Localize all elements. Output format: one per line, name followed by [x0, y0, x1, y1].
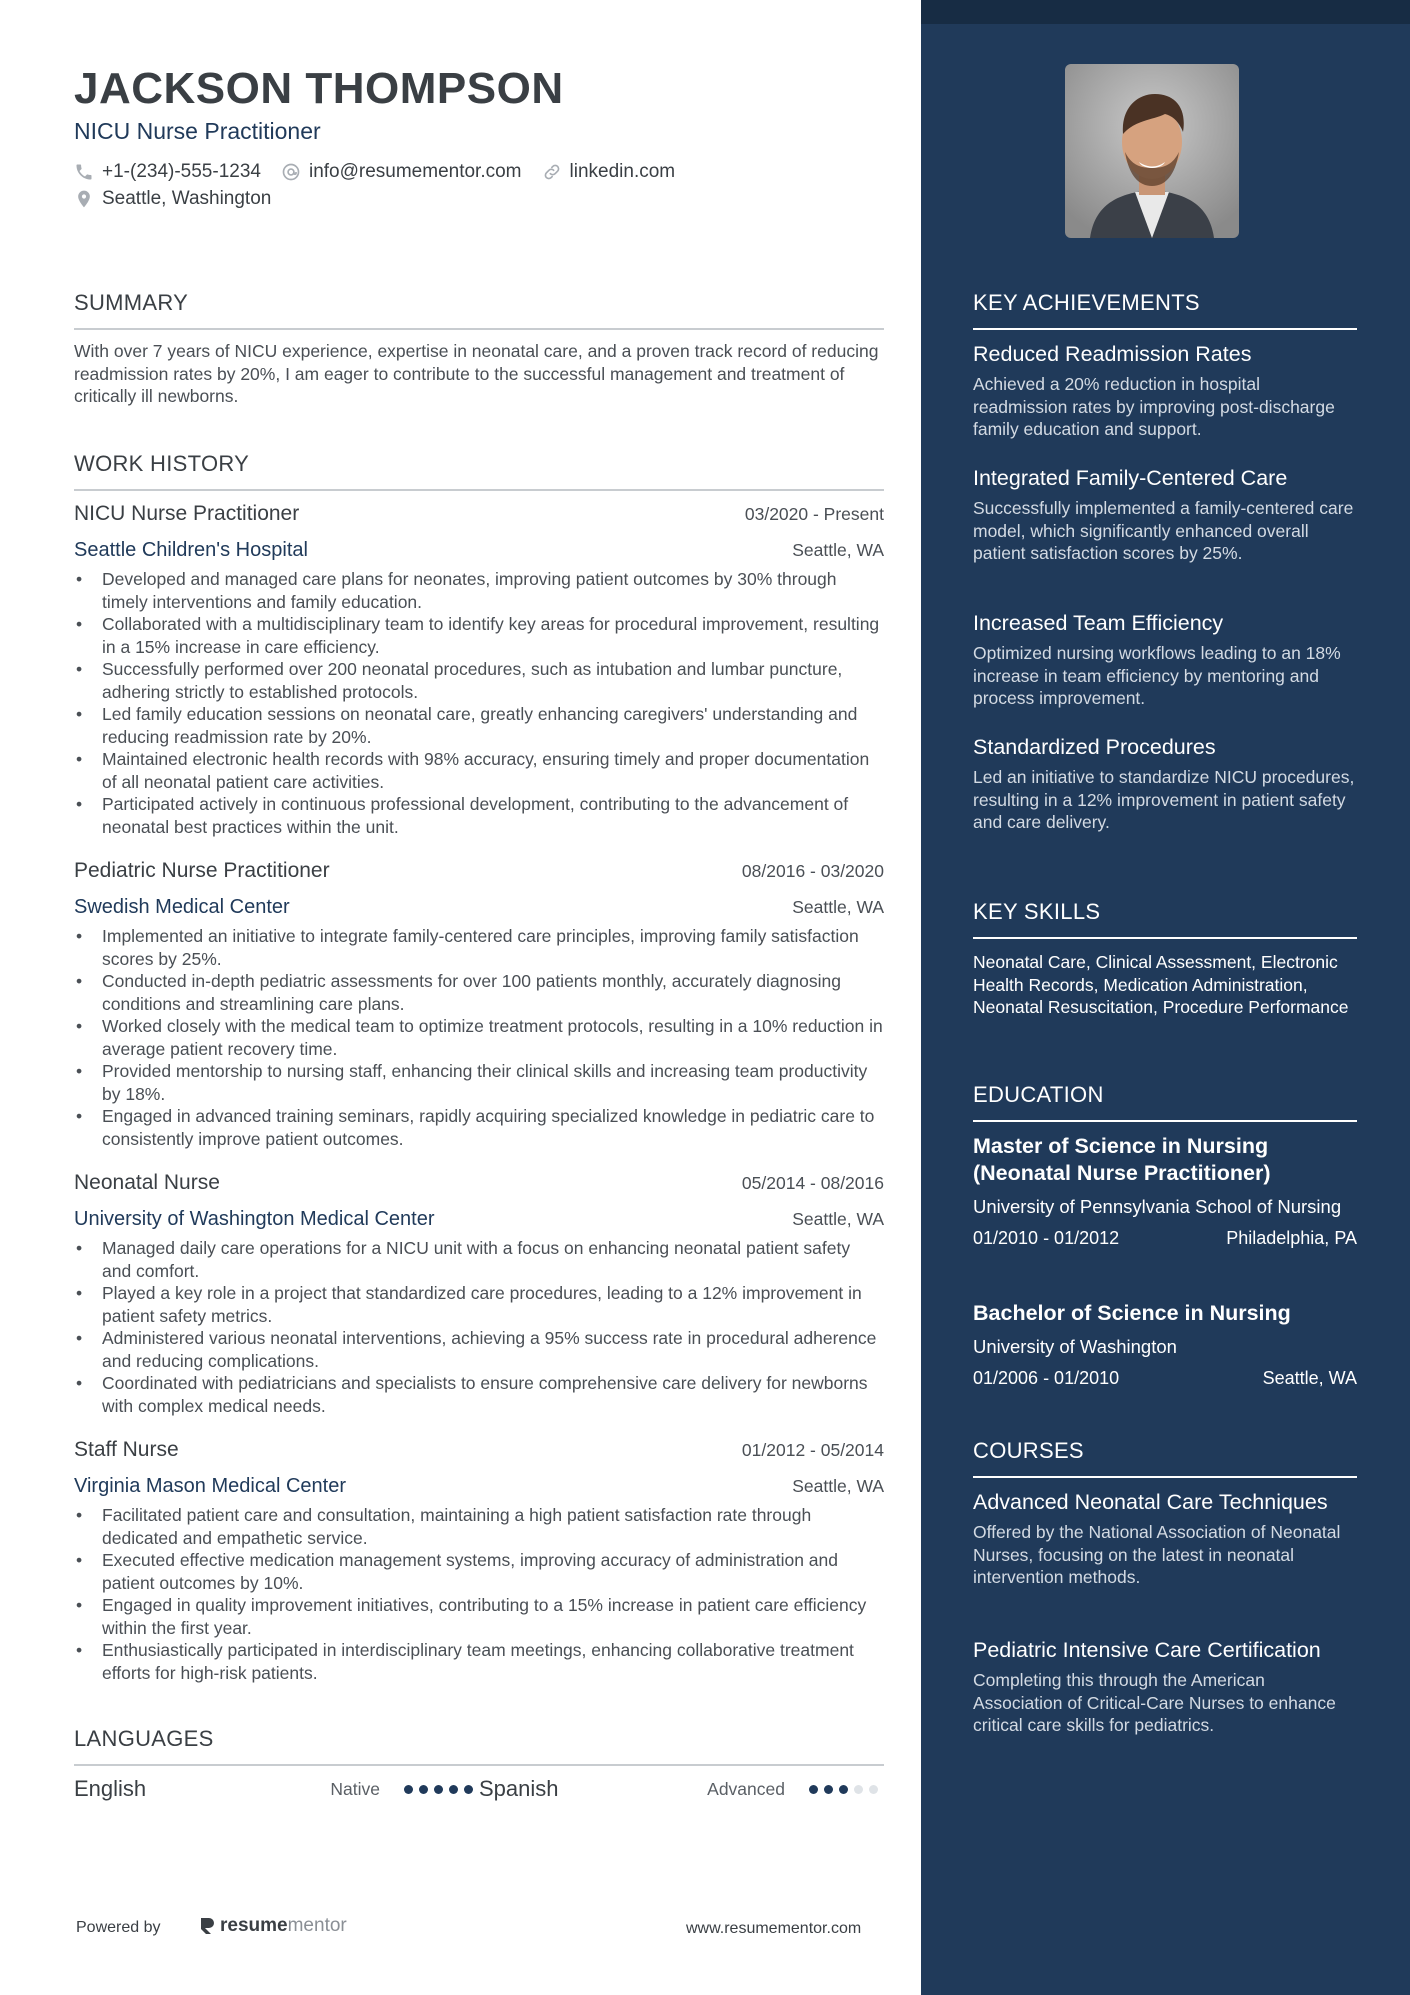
- achievement-title: Integrated Family-Centered Care: [973, 466, 1288, 490]
- education-degree: Master of Science in Nursing (Neonatal Nurse Practitioner): [973, 1134, 1271, 1185]
- achievement-desc: Optimized nursing workflows leading to an 18% increase in team efficiency by mentoring and process improvement.: [973, 643, 1341, 708]
- course-item: [973, 1637, 1357, 1737]
- job-entry: [74, 502, 884, 838]
- rating-dot-filled: [824, 1785, 833, 1794]
- rating-dot-filled: [449, 1785, 458, 1794]
- job-bullet: • Engaged in quality improvement initiatives, contributing to a 15% increase in patient care efficiency within the first year.: [102, 1594, 884, 1639]
- job-dates: 01/2012 - 05/2014: [741, 1440, 884, 1460]
- education-location: Philadelphia, PA: [1226, 1228, 1357, 1248]
- achievement-item: [973, 734, 1357, 834]
- job-bullet: • Enthusiastically participated in interdisciplinary team meetings, enhancing collaborative treatment efforts for high-risk patients.: [102, 1639, 884, 1684]
- course-title: Pediatric Intensive Care Certification: [973, 1638, 1321, 1662]
- job-subheader: [74, 1475, 884, 1498]
- education-item: [973, 1300, 1357, 1389]
- job-organization: Seattle Children's Hospital: [74, 539, 308, 561]
- job-location: Seattle, WA: [792, 1209, 884, 1229]
- job-location: Seattle, WA: [792, 1476, 884, 1496]
- profile-photo: [1065, 64, 1239, 238]
- contact-row-1: [74, 161, 695, 183]
- phone-icon: [74, 162, 94, 182]
- job-bullet: • Maintained electronic health records with 98% accuracy, ensuring timely and proper documentation of all neonatal patient care activities.: [102, 748, 884, 793]
- achievement-title: Reduced Readmission Rates: [973, 342, 1252, 366]
- language-name: English: [74, 1776, 147, 1801]
- job-dates: 03/2020 - Present: [744, 504, 884, 524]
- job-bullet: • Managed daily care operations for a NICU unit with a focus on enhancing neonatal patient safety and comfort.: [102, 1237, 884, 1282]
- job-bullet: • Provided mentorship to nursing staff, enhancing their clinical skills and increasing team productivity by 18%.: [102, 1060, 884, 1105]
- languages-heading: LANGUAGES: [74, 1726, 884, 1766]
- work-history-heading: WORK HISTORY: [74, 451, 884, 491]
- achievements-heading: KEY ACHIEVEMENTS: [973, 290, 1357, 330]
- rating-dot-filled: [419, 1785, 428, 1794]
- job-bullet: • Led family education sessions on neonatal care, greatly enhancing caregivers' understanding and reducing readmission rate by 20%.: [102, 703, 884, 748]
- linkedin-text[interactable]: linkedin.com: [569, 161, 676, 182]
- job-bullet: • Administered various neonatal interventions, achieving a 95% success rate in procedural adherence and reducing complications.: [102, 1327, 884, 1372]
- resumementor-logo-icon: [198, 1916, 216, 1936]
- job-title: Pediatric Nurse Practitioner: [74, 859, 330, 882]
- job-bullet: • Participated actively in continuous professional development, contributing to the advancement of neonatal best practices within the unit.: [102, 793, 884, 838]
- powered-by-label: Powered by: [76, 1919, 161, 1936]
- course-desc: Completing this through the American Association of Critical-Care Nurses to enhance critical care skills for pediatrics.: [973, 1670, 1336, 1735]
- rating-dot-filled: [434, 1785, 443, 1794]
- link-icon: [542, 162, 562, 182]
- contact-row-2: [74, 188, 291, 210]
- job-bullet: • Collaborated with a multidisciplinary team to identify key areas for procedural improvement, resulting in a 15% increase in care efficiency.: [102, 613, 884, 658]
- job-header: [74, 502, 884, 526]
- language-level: Native: [330, 1778, 380, 1799]
- language-item: [479, 1776, 884, 1802]
- location-pin-icon: [74, 189, 94, 209]
- achievement-item: [973, 465, 1357, 565]
- language-rating: [404, 1785, 479, 1794]
- job-bullets: [74, 568, 884, 838]
- education-dates: 01/2010 - 01/2012: [973, 1228, 1120, 1248]
- job-title: NICU Nurse Practitioner: [74, 502, 300, 525]
- job-bullet: • Successfully performed over 200 neonatal procedures, such as intubation and lumbar puncture, adhering strictly to established protocols.: [102, 658, 884, 703]
- candidate-title: NICU Nurse Practitioner: [74, 118, 321, 144]
- candidate-name: JACKSON THOMPSON: [74, 64, 564, 113]
- job-bullets: [74, 1504, 884, 1684]
- job-header: [74, 1438, 884, 1462]
- job-bullet: • Engaged in advanced training seminars, rapidly acquiring specialized knowledge in pediatric care to consistently improve patient outcomes.: [102, 1105, 884, 1150]
- achievement-title: Standardized Procedures: [973, 735, 1216, 759]
- brand-logo[interactable]: [198, 1915, 347, 1937]
- rating-dot-filled: [464, 1785, 473, 1794]
- summary-heading: SUMMARY: [74, 290, 884, 330]
- sidebar-top-bar: [921, 0, 1410, 24]
- education-school: University of Pennsylvania School of Nursing: [973, 1196, 1342, 1217]
- rating-dot-empty: [869, 1785, 878, 1794]
- job-subheader: [74, 1208, 884, 1231]
- achievement-desc: Achieved a 20% reduction in hospital readmission rates by improving post-discharge family education and support.: [973, 374, 1335, 439]
- achievement-desc: Successfully implemented a family-centered care model, which significantly enhanced overall patient satisfaction scores by 25%.: [973, 498, 1354, 563]
- email-text[interactable]: info@resumementor.com: [308, 161, 522, 182]
- job-location: Seattle, WA: [792, 897, 884, 917]
- courses-heading: COURSES: [973, 1438, 1357, 1478]
- job-title: Staff Nurse: [74, 1438, 179, 1461]
- education-item: [973, 1133, 1357, 1249]
- contact-linkedin[interactable]: [542, 161, 676, 183]
- language-rating: [809, 1785, 884, 1794]
- location-text: Seattle, Washington: [102, 188, 272, 209]
- job-bullet: • Worked closely with the medical team to optimize treatment protocols, resulting in a 10% reduction in average patient recovery time.: [102, 1015, 884, 1060]
- phone-text: +1-(234)-555-1234: [102, 161, 261, 182]
- skills-heading: KEY SKILLS: [973, 899, 1357, 939]
- rating-dot-empty: [854, 1785, 863, 1794]
- education-meta: [973, 1228, 1357, 1249]
- job-bullet: • Coordinated with pediatricians and specialists to ensure comprehensive care delivery for newborns with complex medical needs.: [102, 1372, 884, 1417]
- education-location: Seattle, WA: [1262, 1368, 1357, 1388]
- brand-name-bold: resume: [220, 1915, 288, 1936]
- job-subheader: [74, 539, 884, 562]
- rating-dot-filled: [809, 1785, 818, 1794]
- education-school: University of Washington: [973, 1336, 1177, 1357]
- education-degree: Bachelor of Science in Nursing: [973, 1301, 1291, 1325]
- job-title: Neonatal Nurse: [74, 1171, 220, 1194]
- course-title: Advanced Neonatal Care Techniques: [973, 1490, 1328, 1514]
- job-bullets: [74, 1237, 884, 1417]
- course-item: [973, 1489, 1357, 1589]
- education-meta: [973, 1368, 1357, 1389]
- contact-phone: [74, 161, 261, 183]
- job-bullet: • Developed and managed care plans for neonates, improving patient outcomes by 30% through timely interventions and family education.: [102, 568, 884, 613]
- job-location: Seattle, WA: [792, 540, 884, 560]
- job-entry: [74, 1171, 884, 1417]
- contact-email[interactable]: [281, 161, 522, 183]
- language-item: [74, 1776, 479, 1802]
- job-bullet: • Implemented an initiative to integrate family-centered care principles, improving family satisfaction scores by 25%.: [102, 925, 884, 970]
- education-heading: EDUCATION: [973, 1082, 1357, 1122]
- job-entry: [74, 859, 884, 1150]
- job-bullet: • Played a key role in a project that standardized care procedures, leading to a 12% improvement in patient safety metrics.: [102, 1282, 884, 1327]
- job-subheader: [74, 896, 884, 919]
- achievement-item: [973, 610, 1357, 710]
- job-bullet: • Facilitated patient care and consultation, maintaining a high patient satisfaction rate through dedicated and empathetic service.: [102, 1504, 884, 1549]
- job-organization: Swedish Medical Center: [74, 896, 290, 918]
- achievement-title: Increased Team Efficiency: [973, 611, 1224, 635]
- sidebar: [921, 0, 1410, 1995]
- job-organization: University of Washington Medical Center: [74, 1208, 435, 1230]
- job-organization: Virginia Mason Medical Center: [74, 1475, 346, 1497]
- language-level: Advanced: [707, 1778, 785, 1799]
- skills-list: Neonatal Care, Clinical Assessment, Electronic Health Records, Medication Administration, Neonatal Resuscitation, Procedure Performance: [973, 952, 1349, 1017]
- education-dates: 01/2006 - 01/2010: [973, 1368, 1120, 1388]
- language-name: Spanish: [479, 1776, 559, 1801]
- job-header: [74, 1171, 884, 1195]
- avatar: [1065, 64, 1239, 238]
- job-entry: [74, 1438, 884, 1684]
- achievement-item: [973, 341, 1357, 441]
- rating-dot-filled: [839, 1785, 848, 1794]
- website-link[interactable]: www.resumementor.com: [686, 1920, 862, 1937]
- job-dates: 05/2014 - 08/2016: [741, 1173, 884, 1193]
- job-header: [74, 859, 884, 883]
- job-bullet: • Conducted in-depth pediatric assessments for over 100 patients monthly, accurately diagnosing conditions and streamlining care plans.: [102, 970, 884, 1015]
- job-bullets: [74, 925, 884, 1150]
- summary-text: With over 7 years of NICU experience, expertise in neonatal care, and a proven track record of reducing readmission rates by 20%, I am eager to contribute to the successful management and treatment of critically ill newborns.: [74, 341, 879, 406]
- contact-location: [74, 188, 271, 210]
- languages-list: [74, 1776, 884, 1802]
- brand-name-light: mentor: [287, 1915, 347, 1936]
- course-desc: Offered by the National Association of Neonatal Nurses, focusing on the latest in neonatal intervention methods.: [973, 1522, 1341, 1587]
- at-icon: [281, 162, 301, 182]
- job-dates: 08/2016 - 03/2020: [741, 861, 884, 881]
- rating-dot-filled: [404, 1785, 413, 1794]
- job-bullet: • Executed effective medication management systems, improving accuracy of administration and patient outcomes by 10%.: [102, 1549, 884, 1594]
- achievement-desc: Led an initiative to standardize NICU procedures, resulting in a 12% improvement in patient safety and care delivery.: [973, 767, 1355, 832]
